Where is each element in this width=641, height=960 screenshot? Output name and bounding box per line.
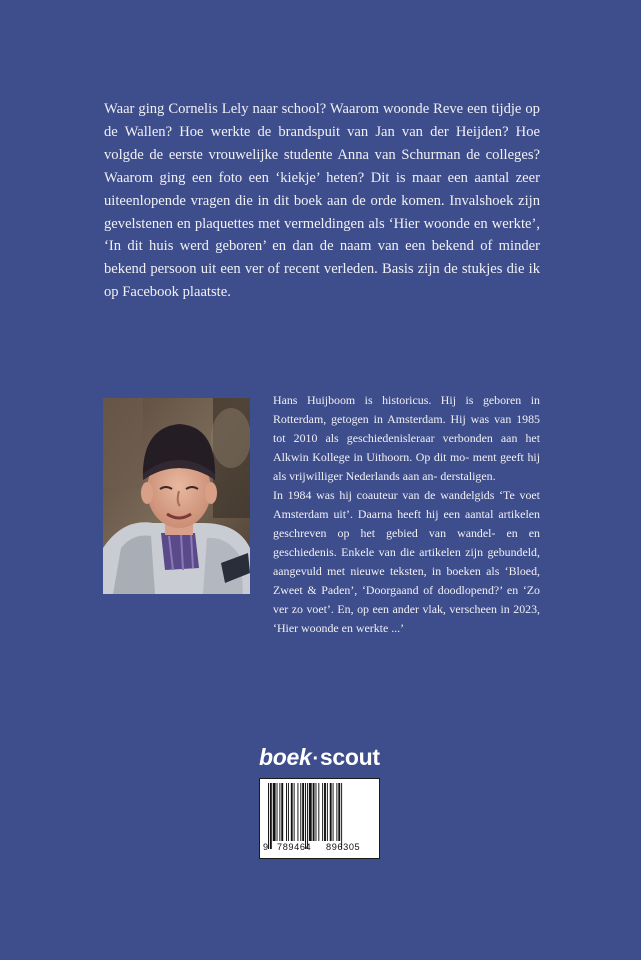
barcode-first-digit: 9: [263, 842, 269, 852]
logo-separator: ·: [312, 748, 319, 770]
barcode-right-group: 896305: [326, 842, 361, 852]
bio-line: In 1984 was hij coauteur van de wandelgids ‘Te: [273, 488, 515, 502]
blurb-line: op Facebook plaatste.: [104, 284, 231, 301]
bio-line: derstaligen.: [440, 469, 496, 483]
blurb-line: Heijden? Hoe volgde de eerste vrouwelijke studente Anna van: [104, 123, 540, 163]
bio-line: 1985 tot 2010 als geschiedenisleraar verbonden: [273, 412, 540, 445]
barcode-bar: [277, 783, 278, 841]
bio-line: werkte ...’: [355, 621, 405, 635]
blurb-line: geboren’ en dan de naam van een bekend of minder bekend: [104, 238, 541, 278]
barcode-bar: [302, 783, 304, 841]
bio-line: voet Amsterdam uit’. Daarna heeft hij een aantal: [273, 488, 540, 521]
bio-line: ment geeft hij als vrijwilliger Nederlands aan an-: [273, 450, 540, 483]
blurb-line: Schurman de colleges? Waarom ging een foto een ‘kiekje’ heten?: [104, 146, 540, 186]
bio-line: gebundeld, aangevuld met nieuwe teksten, in: [273, 545, 540, 578]
blurb-line: tijdje op de Wallen? Hoe werkte de brandspuit van Jan van der: [104, 101, 540, 140]
blurb-text: [104, 98, 540, 304]
author-photo: [103, 398, 250, 594]
blurb-line: persoon uit een ver of recent verleden. Basis zijn de stukjes die ik: [150, 261, 541, 278]
barcode-bar: [309, 783, 312, 841]
barcode-bar: [286, 783, 287, 841]
blurb-line: Dit is maar een aantal zeer uiteenlopende vragen die in dit boek: [104, 169, 540, 209]
blurb-line: met vermeldingen als ‘Hier woonde en werkte’, ‘In dit huis werd: [104, 215, 540, 255]
barcode-bar: [313, 783, 315, 841]
barcode-bar: [288, 783, 289, 841]
barcode-bar: [297, 783, 298, 841]
barcode-left-group: 789464: [277, 842, 312, 852]
bio-line: ander vlak, verscheen in 2023, ‘Hier woonde en: [273, 602, 541, 635]
publisher-logo: [259, 744, 381, 774]
barcode-bar: [300, 783, 301, 841]
bio-line: boeken als ‘Bloed, Zweet & Paden’, ‘Doorgaand: [273, 564, 540, 597]
author-bio: [273, 391, 540, 638]
isbn-barcode: [259, 778, 380, 859]
barcode-bar: [294, 783, 295, 841]
bio-line: artikelen geschreven op het gebied van wandel-: [273, 507, 540, 540]
author-portrait-illustration: [103, 398, 250, 594]
bio-line: Hans Huijboom is historicus. Hij is geboren in: [273, 393, 540, 407]
blurb-line: Waar ging Cornelis Lely naar school? Waarom woonde Reve een: [104, 101, 488, 117]
bio-line: of doodlopend?’ en ‘Zo ver zo voet’. En, op een: [273, 583, 540, 616]
barcode-bar: [316, 783, 317, 841]
logo-part-scout: scout: [319, 744, 380, 770]
barcode-bar: [281, 783, 283, 841]
barcode-bar: [322, 783, 323, 841]
barcode-bar: [318, 783, 319, 841]
barcode-bar: [291, 783, 293, 841]
barcode-bar: [327, 783, 328, 841]
bio-line: aan het Alkwin Kollege in Uithoorn. Op dit mo-: [273, 431, 541, 464]
bio-line: Rotterdam, getogen in Amsterdam. Hij was van: [273, 412, 512, 426]
barcode-bar: [333, 783, 334, 841]
barcode-bar: [273, 783, 276, 841]
bio-paragraph-1: [273, 391, 540, 486]
barcode-bar: [279, 783, 280, 841]
bio-paragraph-2: [273, 486, 540, 638]
barcode-bar: [338, 783, 340, 841]
barcode-digits: [260, 840, 379, 856]
logo-part-boek: boek: [259, 744, 312, 770]
barcode-bar: [324, 783, 326, 841]
barcode-bar: [336, 783, 337, 841]
blurb-line: aan de orde komen. Invalshoek zijn gevelstenen en plaquettes: [104, 192, 540, 232]
barcode-bar: [330, 783, 332, 841]
bio-line: en en geschiedenis. Enkele van die artikelen zijn: [273, 526, 540, 559]
